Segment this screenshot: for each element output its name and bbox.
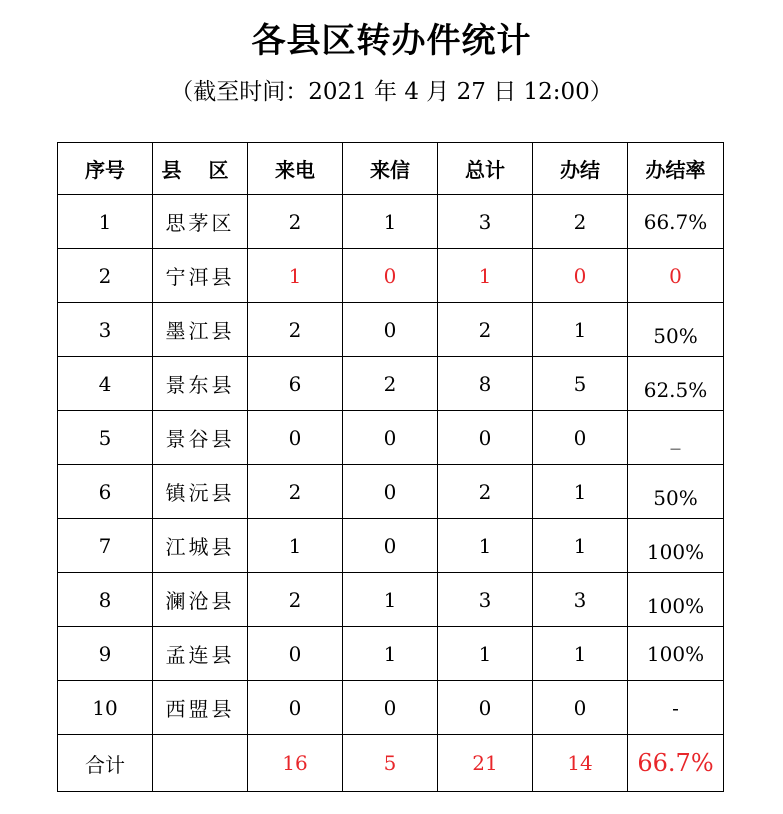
cell-total: 2: [438, 303, 533, 357]
table-row: [58, 573, 724, 627]
cell-done: 1: [533, 465, 628, 519]
cell-calls: 2: [248, 303, 343, 357]
cell-done: 1: [533, 627, 628, 681]
cell-calls: 2: [248, 195, 343, 249]
table-row: [58, 681, 724, 735]
cell-rate: 50%: [628, 465, 724, 519]
cell-county: 澜沧县: [153, 573, 248, 627]
header-done: 办结: [533, 143, 628, 195]
cell-county: 江城县: [153, 519, 248, 573]
cell-done: 3: [533, 573, 628, 627]
cell-total: 1: [438, 519, 533, 573]
cell-seq: 7: [58, 519, 153, 573]
cell-done: 2: [533, 195, 628, 249]
cell-total: 2: [438, 465, 533, 519]
cell-county: 镇沅县: [153, 465, 248, 519]
page-subtitle: （截至时间：2021 年 4 月 27 日 12:00）: [170, 79, 613, 105]
cell-done: 0: [533, 411, 628, 465]
totals-done: 14: [533, 735, 628, 792]
header-seq: 序号: [58, 143, 153, 195]
cell-rate: 50%: [628, 303, 724, 357]
cell-letters: 0: [343, 303, 438, 357]
cell-seq: 1: [58, 195, 153, 249]
table-row: [58, 465, 724, 519]
cell-letters: 0: [343, 465, 438, 519]
cell-rate: _: [628, 411, 724, 465]
cell-total: 3: [438, 195, 533, 249]
cell-letters: 1: [343, 195, 438, 249]
table-row: [58, 627, 724, 681]
cell-rate: 100%: [628, 627, 724, 681]
table-row: [58, 303, 724, 357]
cell-county: 西盟县: [153, 681, 248, 735]
cell-rate: 100%: [628, 519, 724, 573]
table-row: [58, 519, 724, 573]
cell-letters: 2: [343, 357, 438, 411]
cell-county: 景谷县: [153, 411, 248, 465]
cell-letters: 1: [343, 627, 438, 681]
table-row: [58, 249, 724, 303]
table-header-row: [58, 143, 724, 195]
cell-rate: 66.7%: [628, 195, 724, 249]
cell-done: 0: [533, 249, 628, 303]
table-row: [58, 411, 724, 465]
header-letters: 来信: [343, 143, 438, 195]
table-row: [58, 195, 724, 249]
totals-label: 合计: [58, 735, 153, 792]
header-total: 总计: [438, 143, 533, 195]
cell-total: 0: [438, 681, 533, 735]
cell-calls: 0: [248, 411, 343, 465]
cell-total: 1: [438, 627, 533, 681]
cell-letters: 0: [343, 249, 438, 303]
totals-row: [58, 735, 724, 792]
cell-done: 5: [533, 357, 628, 411]
cell-rate: 0: [628, 249, 724, 303]
cell-total: 0: [438, 411, 533, 465]
cell-seq: 4: [58, 357, 153, 411]
cell-seq: 3: [58, 303, 153, 357]
header-calls: 来电: [248, 143, 343, 195]
cell-county: 墨江县: [153, 303, 248, 357]
cell-calls: 6: [248, 357, 343, 411]
cell-county: 宁洱县: [153, 249, 248, 303]
totals-letters: 5: [343, 735, 438, 792]
table-row: [58, 357, 724, 411]
totals-calls: 16: [248, 735, 343, 792]
cell-seq: 5: [58, 411, 153, 465]
cell-calls: 0: [248, 681, 343, 735]
header-county: 县 区: [153, 143, 248, 195]
cell-rate: 100%: [628, 573, 724, 627]
cell-total: 8: [438, 357, 533, 411]
totals-total: 21: [438, 735, 533, 792]
cell-calls: 1: [248, 249, 343, 303]
cell-letters: 0: [343, 519, 438, 573]
cell-seq: 6: [58, 465, 153, 519]
cell-letters: 0: [343, 681, 438, 735]
cell-calls: 2: [248, 465, 343, 519]
cell-county: 孟连县: [153, 627, 248, 681]
totals-county: [153, 735, 248, 792]
cell-calls: 0: [248, 627, 343, 681]
header-rate: 办结率: [628, 143, 724, 195]
cell-total: 1: [438, 249, 533, 303]
cell-seq: 8: [58, 573, 153, 627]
totals-rate: 66.7%: [628, 735, 724, 792]
cell-seq: 9: [58, 627, 153, 681]
cell-county: 景东县: [153, 357, 248, 411]
cell-total: 3: [438, 573, 533, 627]
cell-seq: 2: [58, 249, 153, 303]
page-title: 各县区转办件统计: [251, 21, 532, 61]
cell-seq: 10: [58, 681, 153, 735]
cell-county: 思茅区: [153, 195, 248, 249]
cell-done: 0: [533, 681, 628, 735]
cell-rate: -: [628, 681, 724, 735]
cell-letters: 0: [343, 411, 438, 465]
cell-done: 1: [533, 303, 628, 357]
county-stats-table: [57, 142, 724, 792]
cell-done: 1: [533, 519, 628, 573]
cell-calls: 1: [248, 519, 343, 573]
cell-calls: 2: [248, 573, 343, 627]
cell-letters: 1: [343, 573, 438, 627]
cell-rate: 62.5%: [628, 357, 724, 411]
